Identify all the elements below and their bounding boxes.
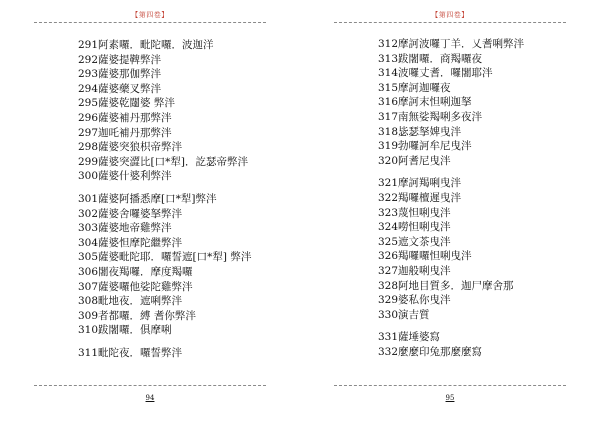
verse-line: 302薩婆舍囉婆拏弊泮 [78, 207, 183, 220]
verse-line: 309者都囉．縛 耆你弊泮 [78, 309, 196, 322]
verse-line: 314波囉丈耆．囉闍耶泮 [378, 67, 493, 80]
verse-line: 325遮文茶曳泮 [378, 235, 451, 248]
verse-line: 296薩婆補丹那弊泮 [78, 111, 172, 124]
verse-line: 301薩婆阿播悉摩[口*犁]弊泮 [78, 192, 217, 205]
verse-line: 323蔑怛唎曳泮 [378, 206, 451, 219]
verse-line: 310跋闍囉．俱摩唎 [78, 324, 172, 337]
verse-line: 329婆私你曳泮 [378, 294, 451, 307]
page-header: 【第四卷】 [431, 11, 469, 19]
verse-line: 328阿地目質多．迦尸摩舍那 [378, 279, 514, 292]
verse-line: 311毗陀夜．囉誓弊泮 [78, 346, 183, 359]
verse-line: 331薩埵婆寫 [378, 331, 441, 344]
verse-line: 322羯囉檀遲曳泮 [378, 191, 462, 204]
verse-line: 312摩訶波囉丁羊．乂耆唎弊泮 [378, 38, 525, 50]
verse-line: 306闍夜羯囉．摩度羯囉 [78, 265, 193, 278]
header-divider [34, 22, 266, 23]
verse-line: 292薩婆提鞞弊泮 [78, 53, 162, 66]
verse-line: 299薩婆突澀比[口*犁]．訖瑟帝弊泮 [78, 155, 248, 168]
verse-line: 321摩訶羯唎曳泮 [378, 177, 462, 190]
footer-divider [334, 385, 566, 386]
verse-line: 297迦吒補丹那弊泮 [78, 126, 172, 139]
verse-line: 294薩婆藥叉弊泮 [78, 82, 162, 95]
footer-divider [34, 385, 266, 386]
stanza-gap [378, 322, 524, 330]
verse-line: 305薩婆毗陀耶．囉誓遮[口*犁] 弊泮 [78, 251, 252, 264]
verse-line: 316摩訶末怛唎迦拏 [378, 96, 472, 109]
verse-line: 326羯囉囉怛唎曳泮 [378, 250, 472, 263]
verse-line: 291阿素囉．毗陀囉．波迦洋 [78, 39, 214, 51]
verse-line: 304薩婆怛摩陀繼弊泮 [78, 236, 183, 249]
verse-line: 298薩婆突狼枳帝弊泮 [78, 141, 183, 154]
verse-list [78, 38, 251, 360]
verse-line: 315摩訶迦囉夜 [378, 81, 451, 94]
page-header: 【第四卷】 [131, 11, 169, 19]
verse-line: 303薩婆地帝雞弊泮 [78, 222, 172, 235]
verse-line: 324嘮怛唎曳泮 [378, 221, 451, 234]
stanza-gap [78, 338, 251, 346]
verse-line: 327迦般唎曳泮 [378, 264, 451, 277]
header-divider [334, 22, 566, 23]
page-number: 95 [445, 394, 455, 402]
verse-line: 320阿耆尼曳泮 [378, 154, 451, 167]
right-page [300, 0, 600, 424]
verse-line: 300薩婆什婆利弊泮 [78, 170, 172, 183]
verse-line: 293薩婆那伽弊泮 [78, 68, 162, 81]
verse-line: 317南無娑羯唎多夜泮 [378, 110, 483, 123]
verse-line: 295薩婆乾闥婆 弊泮 [78, 97, 175, 110]
verse-line: 313跋闍囉．商羯囉夜 [378, 52, 483, 65]
verse-line: 332麼麼印兔那麼麼寫 [378, 345, 483, 358]
page-number: 94 [145, 394, 155, 402]
verse-line: 308毗地夜．遮唎弊泮 [78, 295, 183, 308]
stanza-gap [378, 168, 524, 176]
verse-line: 319勃囉訶牟尼曳泮 [378, 140, 472, 153]
verse-list [378, 37, 524, 359]
verse-line: 330演吉質 [378, 308, 430, 321]
verse-line: 318毖瑟拏婢曳泮 [378, 125, 462, 138]
verse-line: 307薩婆囉他娑陀雞弊泮 [78, 280, 193, 293]
stanza-gap [78, 184, 251, 192]
